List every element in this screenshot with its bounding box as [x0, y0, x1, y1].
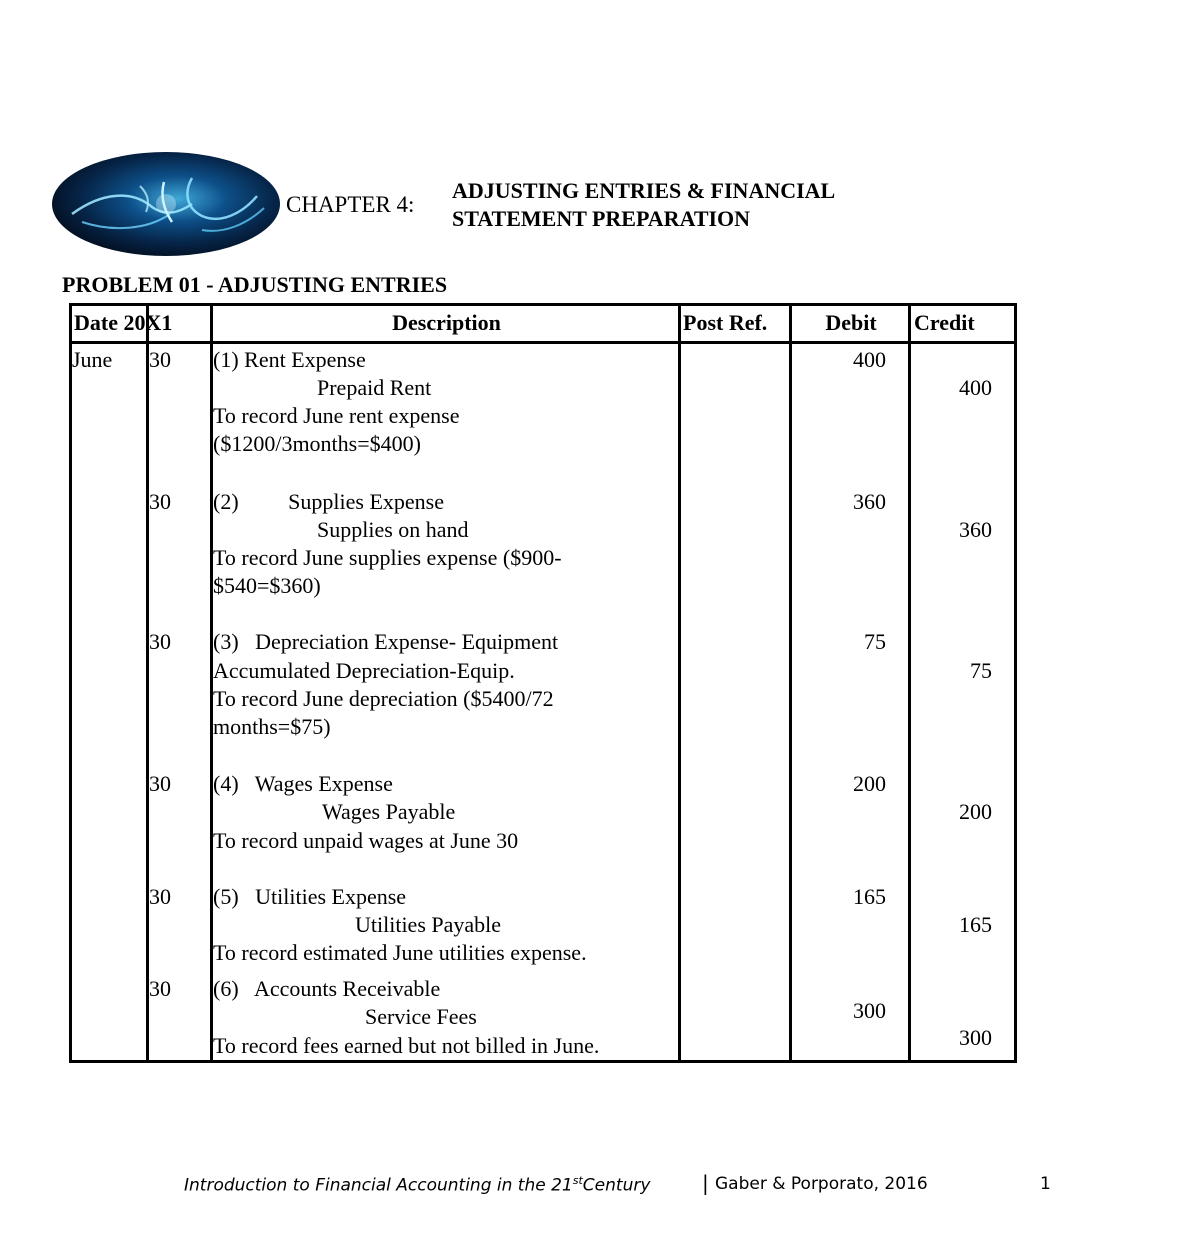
debit-amount: 300	[853, 998, 886, 1023]
credit-account: Prepaid Rent	[317, 375, 432, 400]
footer-book-title-text: Introduction to Financial Accounting in the 21	[184, 1175, 573, 1196]
credit-amount: 360	[959, 517, 992, 542]
problem-title: PROBLEM 01 - ADJUSTING ENTRIES	[62, 272, 448, 297]
debit-account: (2) Supplies Expense	[213, 489, 444, 514]
credit-account: Accumulated Depreciation-Equip.	[213, 658, 515, 683]
debit-amount: 165	[853, 884, 886, 909]
day-cell: 30	[149, 347, 171, 372]
entry-memo: To record June supplies expense ($900-	[213, 545, 562, 570]
debit-amount: 200	[853, 771, 886, 796]
credit-amount: 200	[959, 799, 992, 824]
footer-authors: Gaber & Porporato, 2016	[715, 1174, 928, 1194]
day-cell: 30	[149, 629, 171, 654]
credit-amount: 165	[959, 912, 992, 937]
header-description: Description	[392, 310, 501, 335]
credit-account: Wages Payable	[322, 799, 456, 824]
day-cell: 30	[149, 976, 171, 1001]
chapter-title-line-1: ADJUSTING ENTRIES & FINANCIAL	[452, 178, 836, 203]
entry-memo: To record June depreciation ($5400/72	[213, 686, 554, 711]
logo-swirl-graphic	[52, 152, 280, 256]
chapter-title	[452, 177, 922, 233]
debit-account: (4) Wages Expense	[213, 771, 393, 796]
entry-memo: months=$75)	[213, 714, 331, 739]
header-divider	[72, 341, 1014, 344]
entry-memo: ($1200/3months=$400)	[213, 431, 421, 456]
month-cell: June	[72, 347, 113, 372]
credit-account: Supplies on hand	[317, 517, 469, 542]
footer-book-title-sup: st	[572, 1174, 583, 1187]
chapter-label: CHAPTER 4:	[286, 192, 415, 217]
credit-account: Utilities Payable	[355, 912, 502, 937]
footer-separator: |	[702, 1171, 709, 1195]
entry-memo: To record estimated June utilities expense.	[213, 940, 587, 965]
credit-amount: 400	[959, 375, 992, 400]
entry-memo: To record June rent expense	[213, 403, 460, 428]
chapter-title-line-2: STATEMENT PREPARATION	[452, 206, 751, 231]
credit-amount: 300	[959, 1025, 992, 1050]
debit-amount: 360	[853, 489, 886, 514]
credit-account: Service Fees	[365, 1004, 477, 1029]
column-divider	[146, 306, 149, 1060]
entry-memo: To record unpaid wages at June 30	[213, 828, 519, 853]
day-cell: 30	[149, 771, 171, 796]
debit-account: (6) Accounts Receivable	[213, 976, 441, 1001]
column-divider	[678, 306, 681, 1060]
header-credit: Credit	[914, 310, 975, 335]
debit-account: (5) Utilities Expense	[213, 884, 407, 909]
header-date: Date 20X1	[74, 310, 173, 335]
footer-book-title	[184, 1174, 650, 1196]
page-number: 1	[1040, 1174, 1051, 1194]
entry-memo: To record fees earned but not billed in June.	[213, 1033, 600, 1058]
debit-amount: 75	[864, 629, 886, 654]
footer-book-title-end: Century	[582, 1175, 651, 1196]
header-post-ref: Post Ref.	[683, 310, 768, 335]
chapter-logo	[52, 152, 280, 256]
debit-account: (3) Depreciation Expense- Equipment	[213, 629, 559, 654]
header-debit: Debit	[825, 310, 877, 335]
entry-memo: $540=$360)	[213, 573, 321, 598]
day-cell: 30	[149, 489, 171, 514]
column-divider	[908, 306, 911, 1060]
day-cell: 30	[149, 884, 171, 909]
credit-amount: 75	[970, 658, 992, 683]
debit-account: (1) Rent Expense	[213, 347, 366, 372]
journal-table	[69, 303, 1017, 1063]
debit-amount: 400	[853, 347, 886, 372]
column-divider	[789, 306, 792, 1060]
